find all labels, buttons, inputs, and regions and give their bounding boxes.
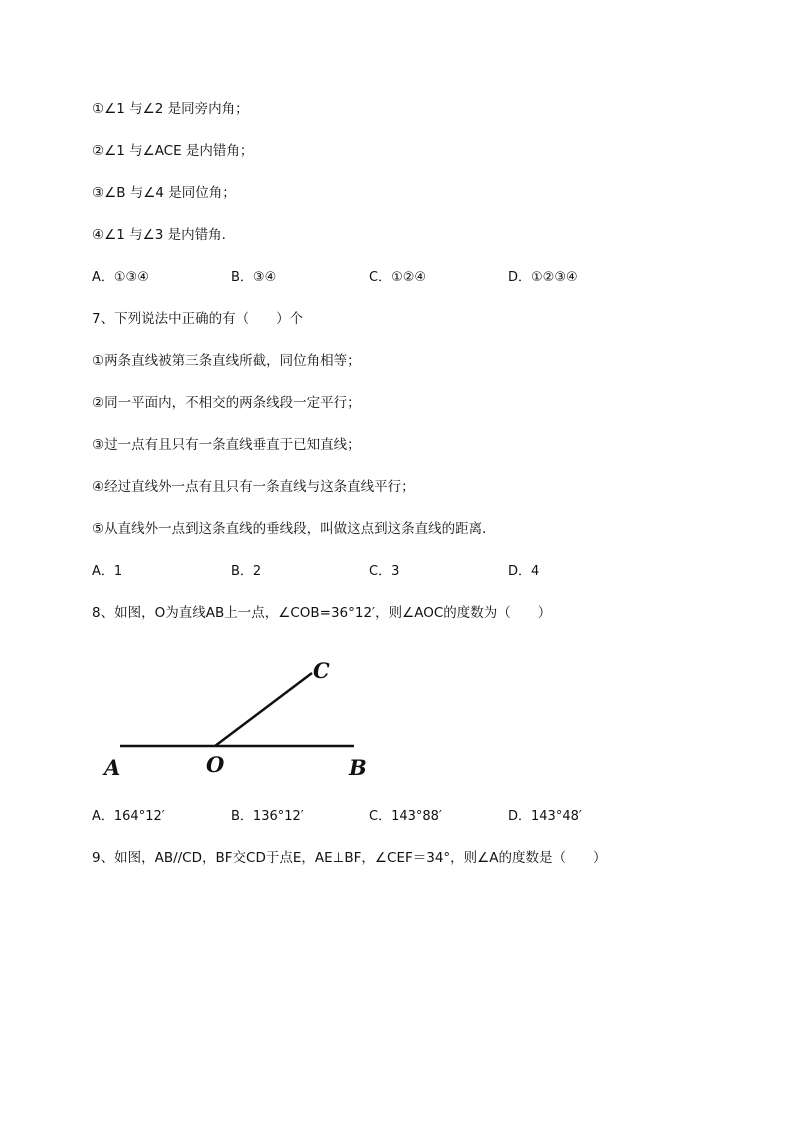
q7-option-d[interactable]: D．4 [508, 564, 540, 579]
ray-oc [215, 673, 312, 746]
label-a: A [104, 755, 121, 780]
q6-option-d[interactable]: D．①②③④ [508, 270, 578, 285]
q7-option-b[interactable]: B．2 [231, 564, 262, 579]
q8-stem: 8、如图，O为直线AB上一点，∠COB=36°12′，则∠AOC的度数为（ ） [92, 605, 552, 621]
q8-option-c[interactable]: C．143°88′ [369, 809, 442, 824]
q6-statement-2: ②∠1 与∠ACE 是内错角； [92, 143, 254, 159]
q6-option-c[interactable]: C．①②④ [369, 270, 427, 285]
label-b: B [349, 755, 367, 780]
q6-statement-1: ①∠1 与∠2 是同旁内角； [92, 101, 249, 117]
q8-option-b[interactable]: B．136°12′ [231, 809, 304, 824]
q7-statement-5: ⑤从直线外一点到这条直线的垂线段，叫做这点到这条直线的距离． [92, 521, 496, 537]
q8-option-a[interactable]: A．164°12′ [92, 809, 165, 824]
q8-angle-figure [100, 650, 380, 785]
q7-option-c[interactable]: C．3 [369, 564, 400, 579]
q7-statement-2: ②同一平面内，不相交的两条线段一定平行； [92, 395, 361, 411]
q9-stem: 9、如图，AB//CD，BF交CD于点E，AE⊥BF，∠CEF＝34°，则∠A的度数是（ ） [92, 850, 607, 866]
q6-statement-4: ④∠1 与∠3 是内错角． [92, 227, 236, 243]
q8-option-d[interactable]: D．143°48′ [508, 809, 582, 824]
label-o: O [206, 752, 225, 777]
q7-statement-4: ④经过直线外一点有且只有一条直线与这条直线平行； [92, 479, 415, 495]
q7-statement-3: ③过一点有且只有一条直线垂直于已知直线； [92, 437, 361, 453]
q6-statement-3: ③∠B 与∠4 是同位角； [92, 185, 236, 201]
q7-statement-1: ①两条直线被第三条直线所截，同位角相等； [92, 353, 361, 369]
q7-option-a[interactable]: A．1 [92, 564, 123, 579]
q6-option-b[interactable]: B．③④ [231, 270, 277, 285]
q6-option-a[interactable]: A．①③④ [92, 270, 149, 285]
q7-stem: 7、下列说法中正确的有（ ）个 [92, 311, 304, 327]
label-c: C [313, 658, 330, 683]
